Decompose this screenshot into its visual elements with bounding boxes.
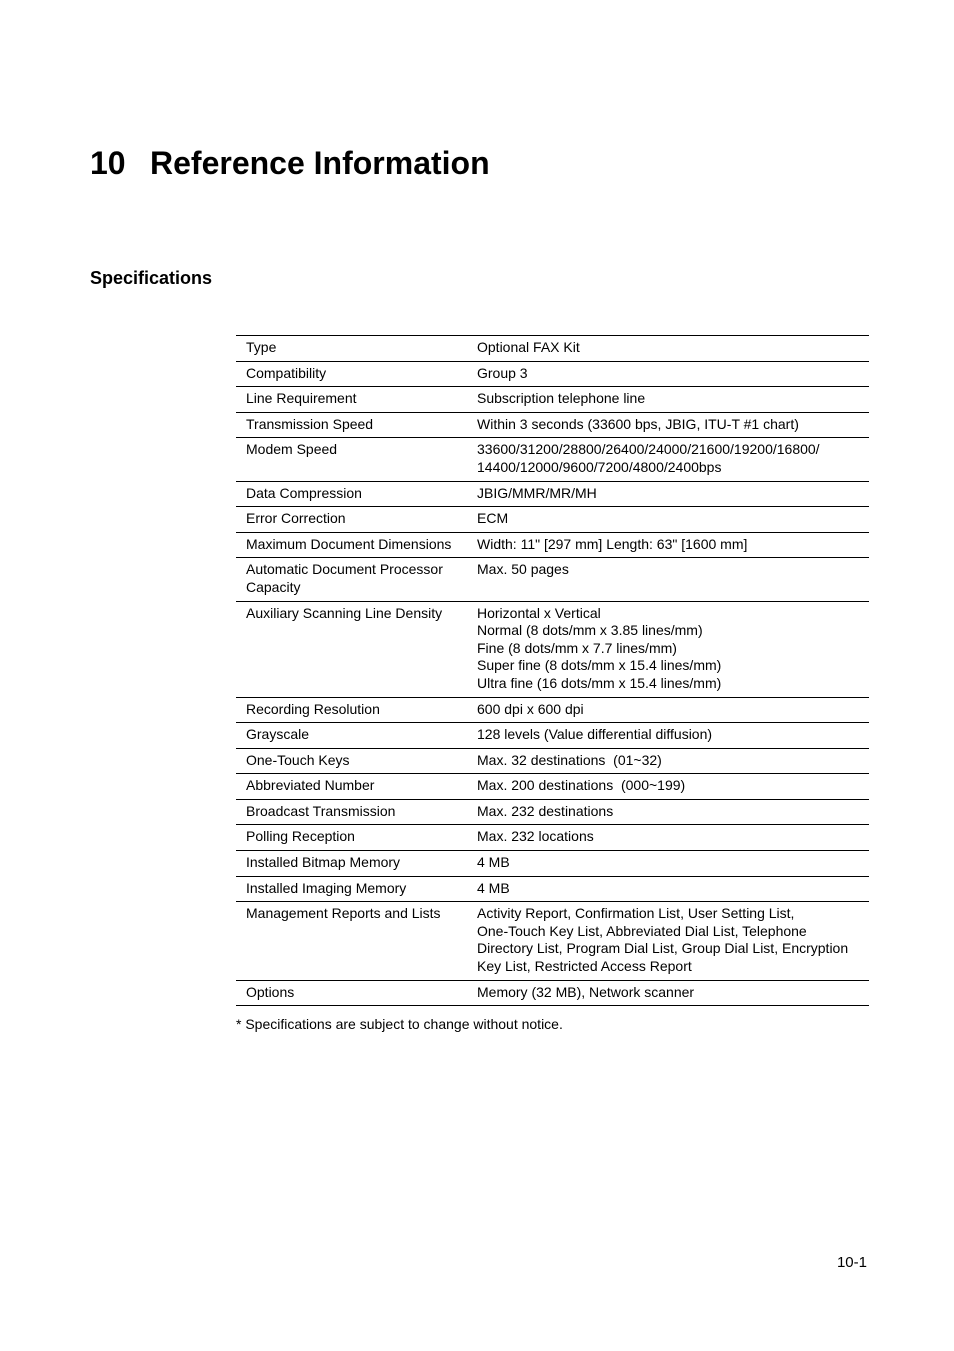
spec-value-line: 4 MB [477, 879, 510, 896]
spec-label: Polling Reception [236, 825, 477, 851]
spec-label: Recording Resolution [236, 697, 477, 723]
table-row [236, 748, 869, 774]
spec-value [477, 774, 869, 800]
spec-label: Management Reports and Lists [236, 902, 477, 980]
spec-value-line: 33600/31200/28800/26400/24000/21600/19200/16800/ [477, 441, 820, 458]
spec-value [477, 723, 869, 749]
spec-label: One-Touch Keys [236, 748, 477, 774]
table-row [236, 336, 869, 362]
spec-value [477, 825, 869, 851]
spec-value [477, 601, 869, 697]
page-number: 10-1 [836, 1254, 867, 1271]
spec-value-line: Directory List, Program Dial List, Group Dial List, Encryption [477, 940, 849, 957]
spec-value-line: 14400/12000/9600/7200/4800/2400bps [477, 458, 722, 475]
spec-value [477, 361, 869, 387]
spec-value [477, 532, 869, 558]
spec-value [477, 558, 869, 601]
spec-value [477, 980, 869, 1006]
spec-value-line: Optional FAX Kit [477, 339, 580, 355]
spec-label: Installed Bitmap Memory [236, 851, 477, 877]
spec-label: Transmission Speed [236, 412, 477, 438]
chapter-title-text: Reference Information [150, 145, 490, 181]
spec-label: Error Correction [236, 507, 477, 533]
spec-value-line: Group 3 [477, 364, 528, 381]
spec-value-line: Subscription telephone line [477, 390, 646, 407]
spec-value [477, 387, 869, 413]
spec-value-line: 600 dpi x 600 dpi [477, 700, 584, 717]
footnote: * Specifications are subject to change without notice. [236, 1016, 563, 1032]
table-row [236, 481, 869, 507]
chapter-number: 10 [90, 145, 126, 181]
spec-value [477, 438, 869, 481]
table-row [236, 438, 869, 481]
spec-value-line: Max. 32 destinations (01~32) [477, 751, 662, 768]
spec-value-line: Max. 232 locations [477, 828, 594, 845]
spec-label: Installed Imaging Memory [236, 876, 477, 902]
spec-value [477, 902, 869, 980]
spec-value-line: Max. 200 destinations (000~199) [477, 777, 686, 794]
table-row [236, 387, 869, 413]
spec-value-line: Ultra fine (16 dots/mm x 15.4 lines/mm) [477, 674, 722, 691]
spec-label: Automatic Document Processor Capacity [236, 558, 477, 601]
spec-value-line: Max. 232 destinations [477, 802, 614, 819]
spec-value-line: Within 3 seconds (33600 bps, JBIG, ITU-T #1 chart) [477, 415, 799, 432]
spec-label: Broadcast Transmission [236, 799, 477, 825]
table-row [236, 723, 869, 749]
spec-value [477, 336, 869, 362]
table-row [236, 902, 869, 980]
spec-value-line: Width: 11" [297 mm] Length: 63" [1600 mm] [477, 535, 748, 552]
table-row [236, 825, 869, 851]
spec-value [477, 799, 869, 825]
spec-value-line: Memory (32 MB), Network scanner [477, 983, 695, 1000]
spec-label: Maximum Document Dimensions [236, 532, 477, 558]
spec-label: Auxiliary Scanning Line Density [236, 601, 477, 697]
spec-value-line: JBIG/MMR/MR/MH [477, 484, 597, 501]
spec-value-line: ECM [477, 510, 509, 527]
spec-value-line: Key List, Restricted Access Report [477, 958, 692, 975]
spec-label: Type [236, 336, 477, 362]
spec-value-line: Super fine (8 dots/mm x 15.4 lines/mm) [477, 657, 722, 674]
spec-value [477, 507, 869, 533]
spec-value [477, 412, 869, 438]
table-row [236, 412, 869, 438]
spec-value [477, 697, 869, 723]
table-row [236, 851, 869, 877]
spec-label: Grayscale [236, 723, 477, 749]
spec-value-line: 4 MB [477, 854, 510, 871]
specifications-table-body [236, 336, 869, 1006]
table-row [236, 980, 869, 1006]
spec-label: Line Requirement [236, 387, 477, 413]
spec-value-line: Activity Report, Confirmation List, User Setting List, [477, 905, 795, 922]
table-row [236, 361, 869, 387]
spec-value-line: 128 levels (Value differential diffusion) [477, 726, 713, 743]
table-row [236, 532, 869, 558]
table-row [236, 876, 869, 902]
spec-label: Compatibility [236, 361, 477, 387]
spec-value-line: Fine (8 dots/mm x 7.7 lines/mm) [477, 639, 677, 656]
spec-value-line: Normal (8 dots/mm x 3.85 lines/mm) [477, 622, 703, 639]
spec-value [477, 851, 869, 877]
spec-value-line: Horizontal x Vertical [477, 604, 601, 621]
spec-value [477, 876, 869, 902]
spec-label: Data Compression [236, 481, 477, 507]
spec-value [477, 748, 869, 774]
spec-label: Abbreviated Number [236, 774, 477, 800]
table-row [236, 799, 869, 825]
chapter-title [90, 143, 490, 183]
spec-value [477, 481, 869, 507]
spec-label: Modem Speed [236, 438, 477, 481]
spec-value-line: Max. 50 pages [477, 561, 569, 578]
table-row [236, 601, 869, 697]
table-row [236, 507, 869, 533]
specifications-table [236, 335, 869, 1006]
spec-value-line: One-Touch Key List, Abbreviated Dial List, Telephone [477, 922, 807, 939]
section-title: Specifications [90, 268, 213, 288]
table-row [236, 558, 869, 601]
spec-label: Options [236, 980, 477, 1006]
table-row [236, 697, 869, 723]
table-row [236, 774, 869, 800]
